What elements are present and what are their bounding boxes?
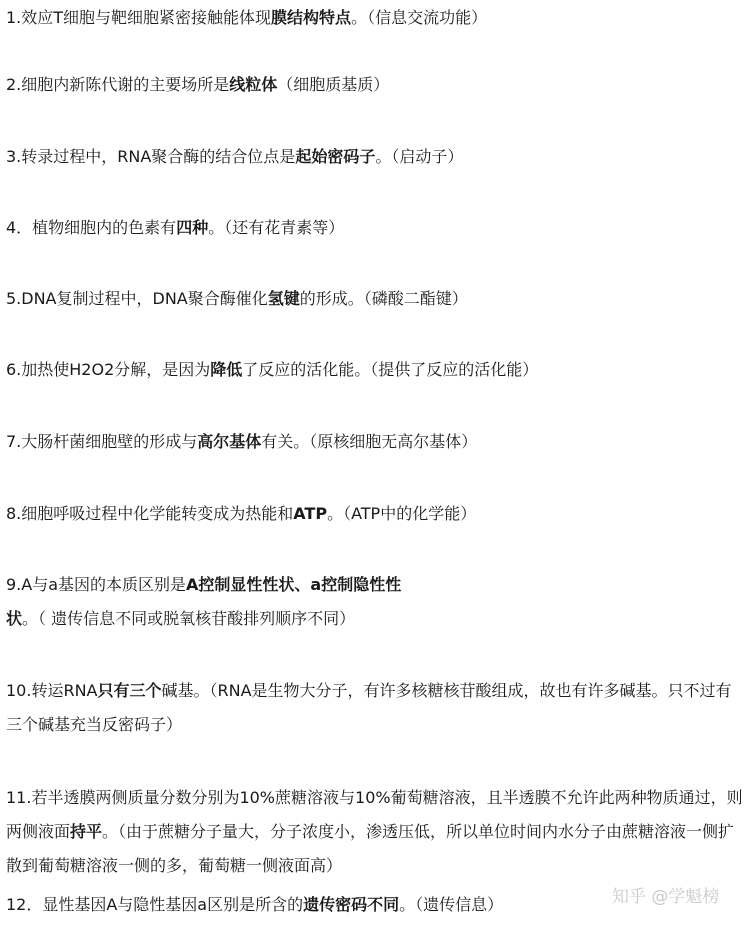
text-segment: 1.效应T细胞与靶细胞紧密接触能体现 — [6, 8, 272, 27]
text-segment: 。（信息交流功能） — [351, 8, 488, 27]
text-segment: 2.细胞内新陈代谢的主要场所是 — [6, 75, 230, 94]
list-item-9 — [6, 568, 744, 636]
bold-text-segment: 四种 — [176, 218, 209, 237]
bold-text-segment: 遗传密码不同 — [303, 895, 400, 914]
text-segment: 6.加热使H2O2分解，是因为 — [6, 360, 211, 379]
list-item-2 — [6, 68, 744, 102]
bold-text-segment: 起始密码子 — [295, 147, 376, 166]
text-segment: 。（ 遗传信息不同或脱氧核苷酸排列顺序不同） — [22, 609, 356, 628]
text-segment: 。（ATP中的化学能） — [327, 504, 477, 523]
text-segment: （细胞质基质） — [277, 75, 390, 94]
text-segment: 的形成。（磷酸二酯键） — [299, 289, 468, 308]
text-segment: 了反应的活化能。（提供了反应的活化能） — [242, 360, 539, 379]
bold-text-segment: 持平 — [70, 822, 103, 841]
text-segment: 11.若半透膜两侧质量分数分别为10%蔗糖溶液与10%葡萄糖溶液，且半透膜不允许此两种物质通过，则两侧液面 — [6, 788, 743, 841]
bold-text-segment: 氢键 — [267, 289, 300, 308]
list-item-3 — [6, 140, 744, 174]
bold-text-segment: 线粒体 — [229, 75, 278, 94]
list-item-11 — [6, 781, 744, 883]
bold-text-segment: 降低 — [210, 360, 243, 379]
text-segment: 有关。（原核细胞无高尔基体） — [261, 432, 478, 451]
text-segment: 9.A与a基因的本质区别是 — [6, 575, 187, 594]
text-segment: 。（启动子） — [375, 147, 464, 166]
text-segment: 4．植物细胞内的色素有 — [6, 218, 177, 237]
text-segment: 。（由于蔗糖分子量大，分子浓度小，渗透压低，所以单位时间内水分子由蔗糖溶液一侧扩散到葡萄糖溶液一侧的多，葡萄糖一侧液面高） — [6, 822, 735, 875]
watermark-text: 知乎 @学魁榜 — [612, 887, 720, 907]
list-item-10 — [6, 674, 744, 742]
bold-text-segment: 膜结构特点 — [271, 8, 352, 27]
list-item-4 — [6, 211, 744, 245]
bold-text-segment: A控制显性性状、a控制隐性性状 — [6, 575, 402, 628]
text-segment: 12．显性基因A与隐性基因a区别是所含的 — [6, 895, 304, 914]
bold-text-segment: 高尔基体 — [197, 432, 262, 451]
list-item-6 — [6, 353, 744, 387]
list-item-8 — [6, 497, 744, 531]
text-segment: 。（遗传信息） — [399, 895, 504, 914]
bold-text-segment: 只有三个 — [97, 681, 162, 700]
list-item-5 — [6, 282, 744, 316]
text-segment: 8.细胞呼吸过程中化学能转变成为热能和 — [6, 504, 294, 523]
list-item-7 — [6, 425, 744, 459]
text-segment: 3.转录过程中，RNA聚合酶的结合位点是 — [6, 147, 296, 166]
text-segment: 10.转运RNA — [6, 681, 98, 700]
list-item-1 — [6, 1, 744, 35]
bold-text-segment: ATP — [293, 504, 328, 523]
text-segment: 碱基。（RNA是生物大分子，有许多核糖核苷酸组成，故也有许多碱基。只不过有三个碱基充当反密码子） — [6, 681, 732, 734]
text-segment: 7.大肠杆菌细胞壁的形成与 — [6, 432, 198, 451]
text-segment: 5.DNA复制过程中，DNA聚合酶催化 — [6, 289, 268, 308]
text-segment: 。（还有花青素等） — [208, 218, 345, 237]
